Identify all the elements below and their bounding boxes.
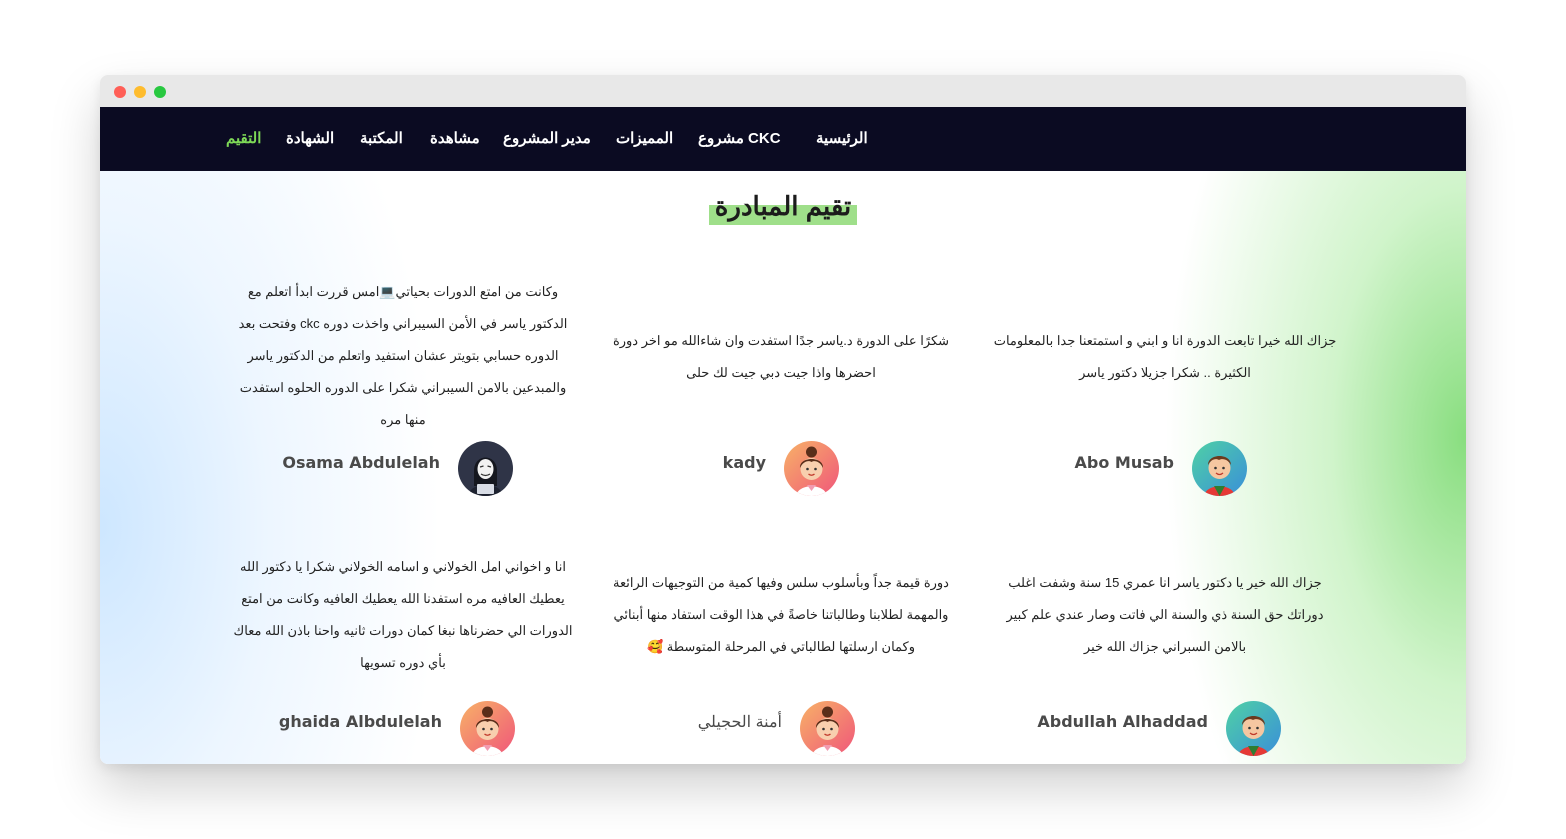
testimonial-author: Abo Musab xyxy=(1074,453,1174,472)
window-titlebar xyxy=(100,75,1466,107)
nav-item-rating[interactable]: التقيم xyxy=(226,130,262,147)
girl-avatar-icon xyxy=(460,701,515,756)
boy-avatar-icon xyxy=(1226,701,1281,756)
testimonial-quote: انا و اخواني امل الخولاني و اسامه الخولاني شكرا يا دكتور الله يعطيك العافيه مره استفدنا الله يعطيك العافيه وكانت من امتع الدورات الي حضرناها نبغا كمان دورات ثانيه واحنا باذن الله معاك بأي دوره تسويها xyxy=(233,559,573,670)
testimonial-quote: جزاك الله خير يا دكتور ياسر انا عمري 15 سنة وشفت اغلب دوراتك حق السنة ذي والسنة الي فاتت وصار عندي علم كبير بالامن السبراني جزاك الله خير xyxy=(1006,575,1324,654)
nav-item-ckc-project[interactable]: مشروع CKC xyxy=(698,130,781,147)
testimonial-quote: جزاك الله خيرا تابعت الدورة انا و ابني و استمتعنا جدا بالمعلومات الكثيرة .. شكرا جزيلا دكتور ياسر xyxy=(993,333,1337,380)
nav-item-project-manager[interactable]: مدير المشروع xyxy=(503,130,591,147)
nav-item-library[interactable]: المكتبة xyxy=(360,130,403,147)
nav-item-home[interactable]: الرئيسية xyxy=(816,130,868,147)
girl-avatar-icon xyxy=(800,701,855,756)
testimonial-quote: وكانت من امتع الدورات بحياتي💻امس قررت ابدأ اتعلم مع الدكتور ياسر في الأمن السيبراني واخذت دوره ckc وفتحت بعد الدوره حسابي بتويتر عشان استفيد واتعلم من الدكتور ياسر والمبدعين بالامن السيبراني شكرا على الدوره الحلوه استفدت منها مره xyxy=(238,284,568,427)
minimize-window-icon[interactable] xyxy=(134,86,146,98)
testimonial-author: أمنة الحجيلي xyxy=(697,714,782,731)
nav-item-certificate[interactable]: الشهادة xyxy=(286,130,335,147)
testimonial-quote: شكرًا على الدورة د.ياسر جدًا استفدت وان شاءالله مو اخر دورة احضرها واذا جيت دبي جيت لك حلى xyxy=(612,333,950,380)
boy-avatar-icon xyxy=(1192,441,1247,496)
testimonial-quote: دورة قيمة جداً وبأسلوب سلس وفيها كمية من التوجيهات الرائعة والمهمة لطلابنا وطالباتنا خاصةً في هذا الوقت استفاد منها أبنائي وكمان ارسلتها لطالباتي في المرحلة المتوسطة 🥰 xyxy=(613,575,949,654)
testimonial-author: ghaida Albdulelah xyxy=(278,712,442,731)
hacker-avatar-icon xyxy=(458,441,513,496)
testimonials-section xyxy=(100,171,1466,764)
testimonial-author: Osama Abdulelah xyxy=(282,453,440,472)
nav-item-watch[interactable]: مشاهدة xyxy=(430,130,480,147)
maximize-window-icon[interactable] xyxy=(154,86,166,98)
girl-avatar-icon xyxy=(784,441,839,496)
nav-item-features[interactable]: المميزات xyxy=(616,130,674,147)
close-window-icon[interactable] xyxy=(114,86,126,98)
section-title: تقيم المبادرة xyxy=(709,187,857,225)
testimonial-author: kady xyxy=(722,453,766,472)
testimonial-author: Abdullah Alhaddad xyxy=(1037,712,1208,731)
top-navbar xyxy=(100,107,1466,171)
browser-window xyxy=(100,75,1466,764)
